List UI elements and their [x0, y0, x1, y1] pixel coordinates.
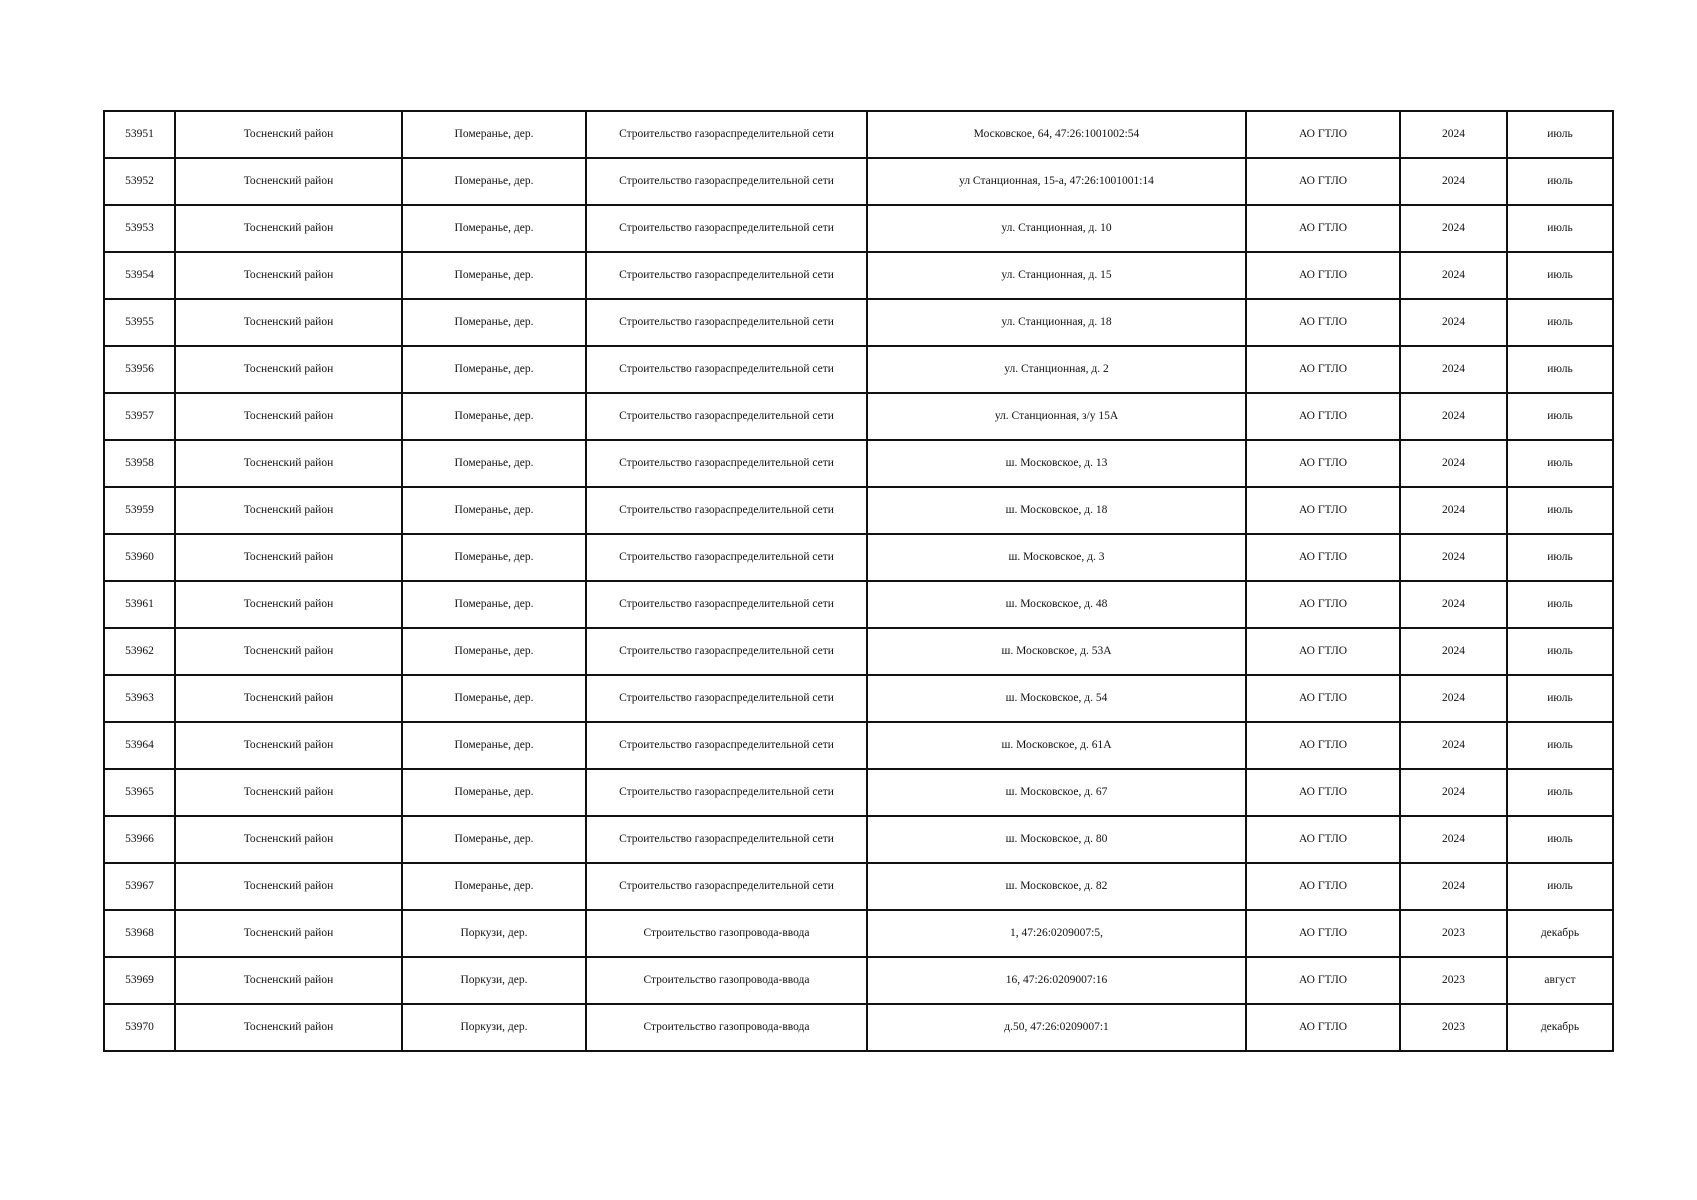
settlement-cell: Померанье, дер.: [402, 158, 586, 205]
row-number-cell: 53958: [104, 440, 175, 487]
district-cell: Тосненский район: [175, 205, 402, 252]
organization-cell: АО ГТЛО: [1246, 487, 1400, 534]
address-cell: ш. Московское, д. 82: [867, 863, 1246, 910]
year-cell: 2024: [1400, 628, 1507, 675]
year-cell: 2024: [1400, 769, 1507, 816]
settlement-cell: Померанье, дер.: [402, 252, 586, 299]
month-cell: июль: [1507, 816, 1613, 863]
work-type-cell: Строительство газораспределительной сети: [586, 487, 867, 534]
settlement-cell: Померанье, дер.: [402, 440, 586, 487]
district-cell: Тосненский район: [175, 1004, 402, 1051]
district-cell: Тосненский район: [175, 111, 402, 158]
work-type-cell: Строительство газораспределительной сети: [586, 205, 867, 252]
district-cell: Тосненский район: [175, 910, 402, 957]
year-cell: 2024: [1400, 816, 1507, 863]
month-cell: июль: [1507, 534, 1613, 581]
address-cell: ул Станционная, 15-а, 47:26:1001001:14: [867, 158, 1246, 205]
work-type-cell: Строительство газораспределительной сети: [586, 252, 867, 299]
district-cell: Тосненский район: [175, 863, 402, 910]
settlement-cell: Померанье, дер.: [402, 205, 586, 252]
work-type-cell: Строительство газораспределительной сети: [586, 158, 867, 205]
settlement-cell: Поркузи, дер.: [402, 957, 586, 1004]
address-cell: ш. Московское, д. 80: [867, 816, 1246, 863]
year-cell: 2024: [1400, 252, 1507, 299]
address-cell: ш. Московское, д. 13: [867, 440, 1246, 487]
month-cell: июль: [1507, 487, 1613, 534]
organization-cell: АО ГТЛО: [1246, 722, 1400, 769]
month-cell: июль: [1507, 111, 1613, 158]
month-cell: июль: [1507, 158, 1613, 205]
row-number-cell: 53954: [104, 252, 175, 299]
settlement-cell: Померанье, дер.: [402, 299, 586, 346]
month-cell: июль: [1507, 299, 1613, 346]
organization-cell: АО ГТЛО: [1246, 158, 1400, 205]
organization-cell: АО ГТЛО: [1246, 346, 1400, 393]
month-cell: июль: [1507, 581, 1613, 628]
row-number-cell: 53967: [104, 863, 175, 910]
year-cell: 2024: [1400, 675, 1507, 722]
organization-cell: АО ГТЛО: [1246, 910, 1400, 957]
month-cell: декабрь: [1507, 1004, 1613, 1051]
district-cell: Тосненский район: [175, 769, 402, 816]
organization-cell: АО ГТЛО: [1246, 205, 1400, 252]
table-row: [104, 158, 1613, 205]
organization-cell: АО ГТЛО: [1246, 440, 1400, 487]
work-type-cell: Строительство газораспределительной сети: [586, 628, 867, 675]
settlement-cell: Померанье, дер.: [402, 863, 586, 910]
month-cell: июль: [1507, 393, 1613, 440]
row-number-cell: 53961: [104, 581, 175, 628]
organization-cell: АО ГТЛО: [1246, 581, 1400, 628]
row-number-cell: 53953: [104, 205, 175, 252]
table-row: [104, 487, 1613, 534]
row-number-cell: 53960: [104, 534, 175, 581]
year-cell: 2024: [1400, 205, 1507, 252]
district-cell: Тосненский район: [175, 957, 402, 1004]
month-cell: декабрь: [1507, 910, 1613, 957]
row-number-cell: 53970: [104, 1004, 175, 1051]
work-type-cell: Строительство газораспределительной сети: [586, 111, 867, 158]
month-cell: август: [1507, 957, 1613, 1004]
year-cell: 2024: [1400, 534, 1507, 581]
work-type-cell: Строительство газораспределительной сети: [586, 863, 867, 910]
settlement-cell: Померанье, дер.: [402, 816, 586, 863]
year-cell: 2024: [1400, 487, 1507, 534]
row-number-cell: 53969: [104, 957, 175, 1004]
settlement-cell: Поркузи, дер.: [402, 1004, 586, 1051]
district-cell: Тосненский район: [175, 722, 402, 769]
row-number-cell: 53964: [104, 722, 175, 769]
year-cell: 2023: [1400, 1004, 1507, 1051]
table-row: [104, 769, 1613, 816]
table-row: [104, 111, 1613, 158]
settlement-cell: Померанье, дер.: [402, 628, 586, 675]
register-table-body: [104, 111, 1613, 1051]
address-cell: ш. Московское, д. 3: [867, 534, 1246, 581]
address-cell: ул. Станционная, з/у 15А: [867, 393, 1246, 440]
organization-cell: АО ГТЛО: [1246, 299, 1400, 346]
settlement-cell: Померанье, дер.: [402, 581, 586, 628]
row-number-cell: 53952: [104, 158, 175, 205]
row-number-cell: 53955: [104, 299, 175, 346]
address-cell: ш. Московское, д. 48: [867, 581, 1246, 628]
work-type-cell: Строительство газораспределительной сети: [586, 440, 867, 487]
settlement-cell: Померанье, дер.: [402, 722, 586, 769]
organization-cell: АО ГТЛО: [1246, 393, 1400, 440]
settlement-cell: Померанье, дер.: [402, 393, 586, 440]
district-cell: Тосненский район: [175, 487, 402, 534]
month-cell: июль: [1507, 440, 1613, 487]
table-row: [104, 252, 1613, 299]
work-type-cell: Строительство газопровода-ввода: [586, 910, 867, 957]
row-number-cell: 53966: [104, 816, 175, 863]
address-cell: ш. Московское, д. 54: [867, 675, 1246, 722]
table-row: [104, 299, 1613, 346]
address-cell: ул. Станционная, д. 10: [867, 205, 1246, 252]
row-number-cell: 53957: [104, 393, 175, 440]
table-row: [104, 1004, 1613, 1051]
row-number-cell: 53968: [104, 910, 175, 957]
table-row: [104, 863, 1613, 910]
table-row: [104, 393, 1613, 440]
table-row: [104, 816, 1613, 863]
settlement-cell: Померанье, дер.: [402, 346, 586, 393]
district-cell: Тосненский район: [175, 158, 402, 205]
district-cell: Тосненский район: [175, 534, 402, 581]
month-cell: июль: [1507, 675, 1613, 722]
settlement-cell: Померанье, дер.: [402, 769, 586, 816]
organization-cell: АО ГТЛО: [1246, 1004, 1400, 1051]
organization-cell: АО ГТЛО: [1246, 534, 1400, 581]
work-type-cell: Строительство газораспределительной сети: [586, 675, 867, 722]
organization-cell: АО ГТЛО: [1246, 863, 1400, 910]
address-cell: 16, 47:26:0209007:16: [867, 957, 1246, 1004]
table-row: [104, 910, 1613, 957]
work-type-cell: Строительство газораспределительной сети: [586, 722, 867, 769]
address-cell: ш. Московское, д. 61А: [867, 722, 1246, 769]
organization-cell: АО ГТЛО: [1246, 675, 1400, 722]
table-row: [104, 628, 1613, 675]
table-row: [104, 534, 1613, 581]
district-cell: Тосненский район: [175, 252, 402, 299]
work-type-cell: Строительство газораспределительной сети: [586, 346, 867, 393]
row-number-cell: 53965: [104, 769, 175, 816]
address-cell: ул. Станционная, д. 18: [867, 299, 1246, 346]
row-number-cell: 53959: [104, 487, 175, 534]
district-cell: Тосненский район: [175, 581, 402, 628]
address-cell: д.50, 47:26:0209007:1: [867, 1004, 1246, 1051]
year-cell: 2024: [1400, 393, 1507, 440]
address-cell: Московское, 64, 47:26:1001002:54: [867, 111, 1246, 158]
work-type-cell: Строительство газораспределительной сети: [586, 299, 867, 346]
district-cell: Тосненский район: [175, 628, 402, 675]
table-row: [104, 205, 1613, 252]
address-cell: 1, 47:26:0209007:5,: [867, 910, 1246, 957]
table-row: [104, 440, 1613, 487]
settlement-cell: Поркузи, дер.: [402, 910, 586, 957]
gasification-register-table: [103, 110, 1614, 1052]
settlement-cell: Померанье, дер.: [402, 487, 586, 534]
organization-cell: АО ГТЛО: [1246, 252, 1400, 299]
work-type-cell: Строительство газораспределительной сети: [586, 581, 867, 628]
district-cell: Тосненский район: [175, 299, 402, 346]
address-cell: ш. Московское, д. 67: [867, 769, 1246, 816]
month-cell: июль: [1507, 863, 1613, 910]
table-row: [104, 722, 1613, 769]
address-cell: ул. Станционная, д. 15: [867, 252, 1246, 299]
month-cell: июль: [1507, 346, 1613, 393]
year-cell: 2023: [1400, 957, 1507, 1004]
organization-cell: АО ГТЛО: [1246, 628, 1400, 675]
row-number-cell: 53956: [104, 346, 175, 393]
work-type-cell: Строительство газораспределительной сети: [586, 769, 867, 816]
table-row: [104, 957, 1613, 1004]
year-cell: 2024: [1400, 440, 1507, 487]
row-number-cell: 53951: [104, 111, 175, 158]
month-cell: июль: [1507, 252, 1613, 299]
work-type-cell: Строительство газопровода-ввода: [586, 1004, 867, 1051]
year-cell: 2024: [1400, 722, 1507, 769]
row-number-cell: 53963: [104, 675, 175, 722]
district-cell: Тосненский район: [175, 440, 402, 487]
year-cell: 2024: [1400, 158, 1507, 205]
year-cell: 2024: [1400, 299, 1507, 346]
year-cell: 2024: [1400, 111, 1507, 158]
organization-cell: АО ГТЛО: [1246, 816, 1400, 863]
work-type-cell: Строительство газораспределительной сети: [586, 816, 867, 863]
settlement-cell: Померанье, дер.: [402, 534, 586, 581]
year-cell: 2023: [1400, 910, 1507, 957]
year-cell: 2024: [1400, 346, 1507, 393]
organization-cell: АО ГТЛО: [1246, 111, 1400, 158]
work-type-cell: Строительство газопровода-ввода: [586, 957, 867, 1004]
month-cell: июль: [1507, 628, 1613, 675]
organization-cell: АО ГТЛО: [1246, 957, 1400, 1004]
table-row: [104, 346, 1613, 393]
month-cell: июль: [1507, 722, 1613, 769]
work-type-cell: Строительство газораспределительной сети: [586, 534, 867, 581]
district-cell: Тосненский район: [175, 816, 402, 863]
address-cell: ул. Станционная, д. 2: [867, 346, 1246, 393]
row-number-cell: 53962: [104, 628, 175, 675]
settlement-cell: Померанье, дер.: [402, 111, 586, 158]
district-cell: Тосненский район: [175, 393, 402, 440]
organization-cell: АО ГТЛО: [1246, 769, 1400, 816]
table-row: [104, 675, 1613, 722]
month-cell: июль: [1507, 769, 1613, 816]
work-type-cell: Строительство газораспределительной сети: [586, 393, 867, 440]
settlement-cell: Померанье, дер.: [402, 675, 586, 722]
month-cell: июль: [1507, 205, 1613, 252]
address-cell: ш. Московское, д. 18: [867, 487, 1246, 534]
district-cell: Тосненский район: [175, 675, 402, 722]
address-cell: ш. Московское, д. 53А: [867, 628, 1246, 675]
table-row: [104, 581, 1613, 628]
year-cell: 2024: [1400, 581, 1507, 628]
year-cell: 2024: [1400, 863, 1507, 910]
district-cell: Тосненский район: [175, 346, 402, 393]
